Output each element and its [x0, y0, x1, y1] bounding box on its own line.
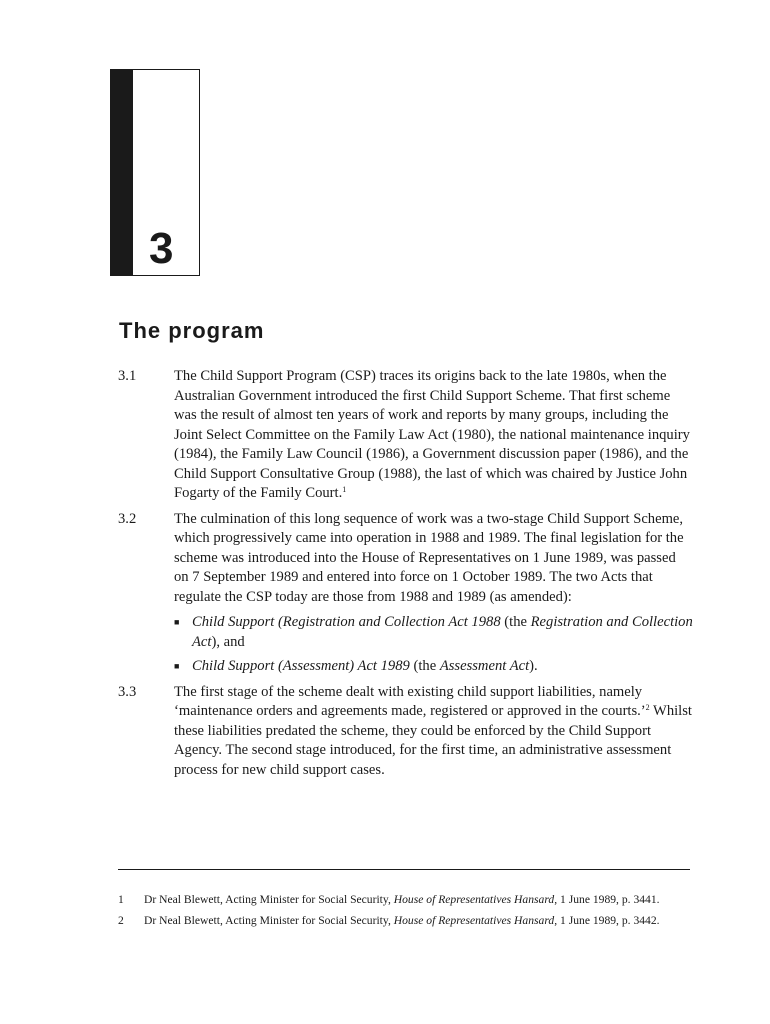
paragraph-text: The culmination of this long sequence of work was a two-stage Child Support Scheme, which progressively came into operation in 1988 and 1989. The final legislation for the scheme was introduced into the House of Representatives on 1 June 1989, was passed on 7 September 1989 and entered into force on 1 October 1989. The two Acts that regulate the CSP today are those from 1988 and 1989 (as amended): — [174, 510, 684, 605]
list-item: ■ Child Support (Registration and Collection Act 1988 (the Registration and Collection Act), and — [174, 613, 693, 652]
chapter-marker — [110, 69, 200, 276]
paragraph-3-1 — [118, 367, 693, 504]
footnote-ref[interactable]: 1 — [342, 485, 347, 494]
square-bullet-icon: ■ — [174, 617, 180, 627]
paragraph-3-2 — [118, 510, 693, 608]
footnote-2 — [118, 913, 693, 928]
footnotes — [118, 892, 693, 934]
paragraph-number: 3.2 — [118, 510, 137, 527]
paragraph-text: The first stage of the scheme dealt with existing child support liabilities, namely ‘maintenance orders and agreements made, registered or approved in the courts.’$^2$ Whilst these liabilities predated the scheme, they could be enforced by the Child Support Agency. The second stage introduced, for the first time, an administrative assessment process for new child support cases. — [174, 683, 692, 778]
footnote-1 — [118, 892, 693, 907]
chapter-number: 3 — [149, 224, 174, 273]
acts-list — [174, 613, 693, 677]
footnote-text: Dr Neal Blewett, Acting Minister for Social Security, House of Representatives Hansard, 1 June 1989, p. 3442. — [144, 914, 660, 927]
chapter-body — [118, 367, 693, 786]
paragraph-number: 3.1 — [118, 368, 137, 384]
footnote-ref[interactable]: 2 — [645, 703, 650, 712]
footnote-text: Dr Neal Blewett, Acting Minister for Social Security, House of Representatives Hansard, 1 June 1989, p. 3441. — [144, 893, 660, 906]
chapter-bar — [111, 70, 133, 275]
paragraph-3-3 — [118, 683, 693, 781]
chapter-title: The program — [119, 318, 265, 343]
paragraph-number: 3.3 — [118, 683, 137, 700]
footnote-divider — [118, 869, 690, 870]
footnote-number: 1 — [118, 893, 124, 906]
list-item: ■ Child Support (Assessment) Act 1989 (the Assessment Act). — [174, 657, 693, 677]
square-bullet-icon: ■ — [174, 661, 180, 671]
paragraph-text: The Child Support Program (CSP) traces its origins back to the late 1980s, when the Australian Government introduced the first Child Support Scheme. That first scheme was the result of almost ten years of work and reports by many groups, including the Joint Select Committee on the Family Law Act (1980), the national maintenance inquiry (1984), the Family Law Council (1986), a Government discussion paper (1986), and the Child Support Consultative Group (1988), the last of which was chaired by Justice John Fogarty of the Family Court.$^1$ — [174, 368, 690, 501]
footnote-number: 2 — [118, 914, 124, 927]
